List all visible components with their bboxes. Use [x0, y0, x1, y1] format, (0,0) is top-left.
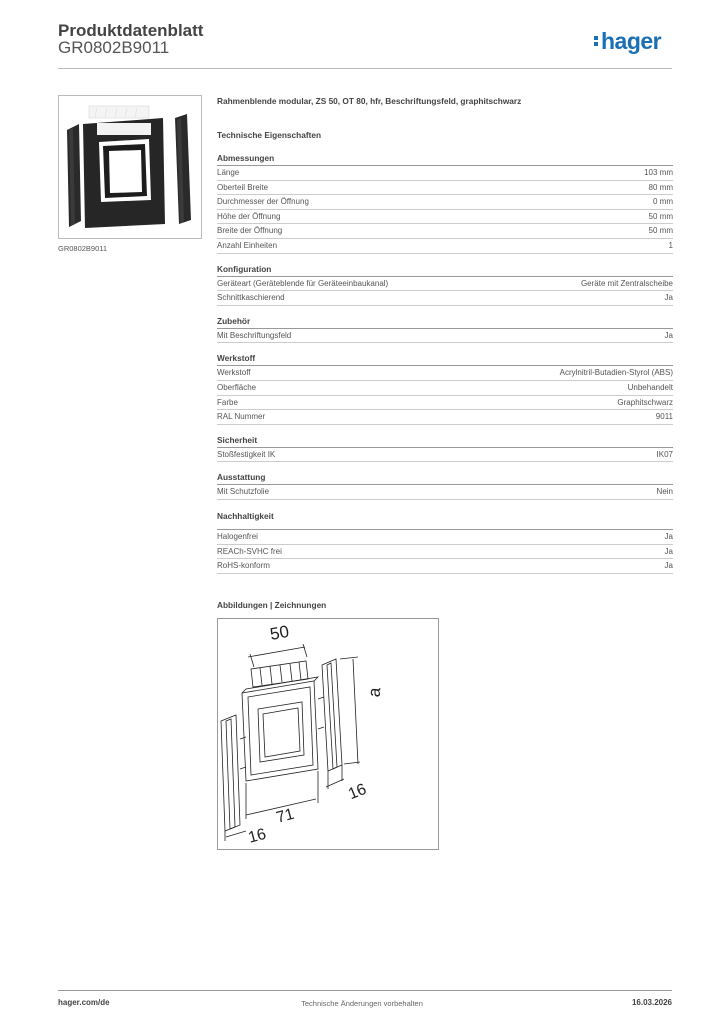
dim-side-right-label: 16 — [345, 780, 369, 804]
table-row — [217, 224, 673, 239]
row-label: RoHS-konform — [217, 561, 270, 571]
table-row — [217, 277, 673, 292]
row-value: Graphitschwarz — [617, 397, 673, 407]
table-row — [217, 210, 673, 225]
table-row — [217, 195, 673, 210]
product-image — [58, 95, 202, 239]
row-value: IK07 — [656, 449, 673, 459]
section-material-title: Werkstoff — [217, 352, 673, 366]
row-label: Schnittkaschierend — [217, 293, 285, 303]
row-label: Oberteil Breite — [217, 182, 269, 192]
product-description: Rahmenblende modular, ZS 50, OT 80, hfr, Beschriftungsfeld, graphitschwarz — [217, 96, 522, 106]
footer-website-link[interactable]: hager.com/de — [58, 998, 110, 1007]
row-label: Durchmesser der Öffnung — [217, 197, 309, 207]
row-label: Geräteart (Geräteblende für Geräteeinbaukanal) — [217, 278, 389, 288]
row-value: Unbehandelt — [627, 382, 673, 392]
row-value: 103 mm — [644, 168, 673, 177]
table-row — [217, 381, 673, 396]
row-label: Halogenfrei — [217, 531, 258, 541]
dim-side-left-label: 16 — [246, 825, 269, 847]
row-value: Nein — [656, 487, 673, 497]
row-value: Ja — [664, 531, 673, 541]
row-label: Länge — [217, 168, 240, 177]
table-row — [217, 329, 673, 344]
section-sustainability-title: Nachhaltigkeit — [217, 510, 673, 530]
row-label: Stoßfestigkeit IK — [217, 449, 276, 459]
row-value: 50 mm — [648, 226, 673, 236]
row-label: Höhe der Öffnung — [217, 211, 281, 221]
table-row — [217, 530, 673, 545]
document-title: Produktdatenblatt — [58, 21, 204, 40]
table-row — [217, 485, 673, 500]
hager-logo[interactable] — [594, 28, 661, 55]
row-value: 80 mm — [648, 182, 673, 192]
row-value: Ja — [664, 561, 673, 571]
dimension-drawing — [218, 619, 438, 849]
table-row — [217, 166, 673, 181]
dim-height-label: a — [364, 686, 385, 698]
section-dimensions-title: Abmessungen — [217, 152, 673, 166]
row-label: REACh-SVHC frei — [217, 546, 282, 556]
row-label: RAL Nummer — [217, 412, 266, 422]
row-label: Werkstoff — [217, 368, 251, 378]
product-photo-illustration — [59, 96, 201, 238]
row-label: Oberfläche — [217, 382, 257, 392]
row-value: 1 — [668, 240, 673, 250]
footer-notice: Technische Änderungen vorbehalten — [301, 999, 423, 1008]
table-row — [217, 545, 673, 560]
technical-properties-heading: Technische Eigenschaften — [217, 130, 322, 140]
technical-properties — [217, 96, 673, 574]
logo-text: hager — [601, 28, 662, 54]
table-row — [217, 448, 673, 463]
row-value: Ja — [664, 546, 673, 556]
table-row — [217, 239, 673, 254]
row-label: Farbe — [217, 397, 238, 407]
row-value: Acrylnitril-Butadien-Styrol (ABS) — [559, 368, 673, 378]
row-value: 50 mm — [648, 211, 673, 221]
row-value: 0 mm — [653, 197, 673, 207]
row-value: Ja — [664, 330, 673, 340]
table-row — [217, 410, 673, 425]
table-row — [217, 396, 673, 411]
dim-width-label: 50 — [268, 621, 291, 644]
dim-length-label: 71 — [274, 805, 297, 827]
section-equipment-title: Ausstattung — [217, 471, 673, 485]
row-label: Breite der Öffnung — [217, 226, 283, 236]
row-value: Geräte mit Zentralscheibe — [580, 278, 673, 288]
footer-date: 16.03.2026 — [631, 998, 672, 1007]
header-divider — [58, 68, 672, 69]
section-configuration-title: Konfiguration — [217, 263, 673, 277]
technical-drawing — [217, 618, 439, 850]
article-number: GR0802B9011 — [58, 38, 170, 57]
section-safety-title: Sicherheit — [217, 434, 673, 448]
table-row — [217, 559, 673, 574]
row-label: Mit Schutzfolie — [217, 487, 270, 497]
row-value: 9011 — [655, 412, 673, 422]
product-image-caption: GR0802B9011 — [58, 244, 108, 253]
footer-divider — [58, 990, 672, 991]
row-label: Mit Beschriftungsfeld — [217, 330, 292, 340]
row-value: Ja — [664, 293, 673, 303]
drawings-heading: Abbildungen | Zeichnungen — [217, 600, 327, 610]
table-row — [217, 366, 673, 381]
logo-dots-icon — [594, 34, 599, 48]
table-row — [217, 181, 673, 196]
row-label: Anzahl Einheiten — [217, 240, 278, 250]
section-accessories-title: Zubehör — [217, 315, 673, 329]
table-row — [217, 291, 673, 306]
